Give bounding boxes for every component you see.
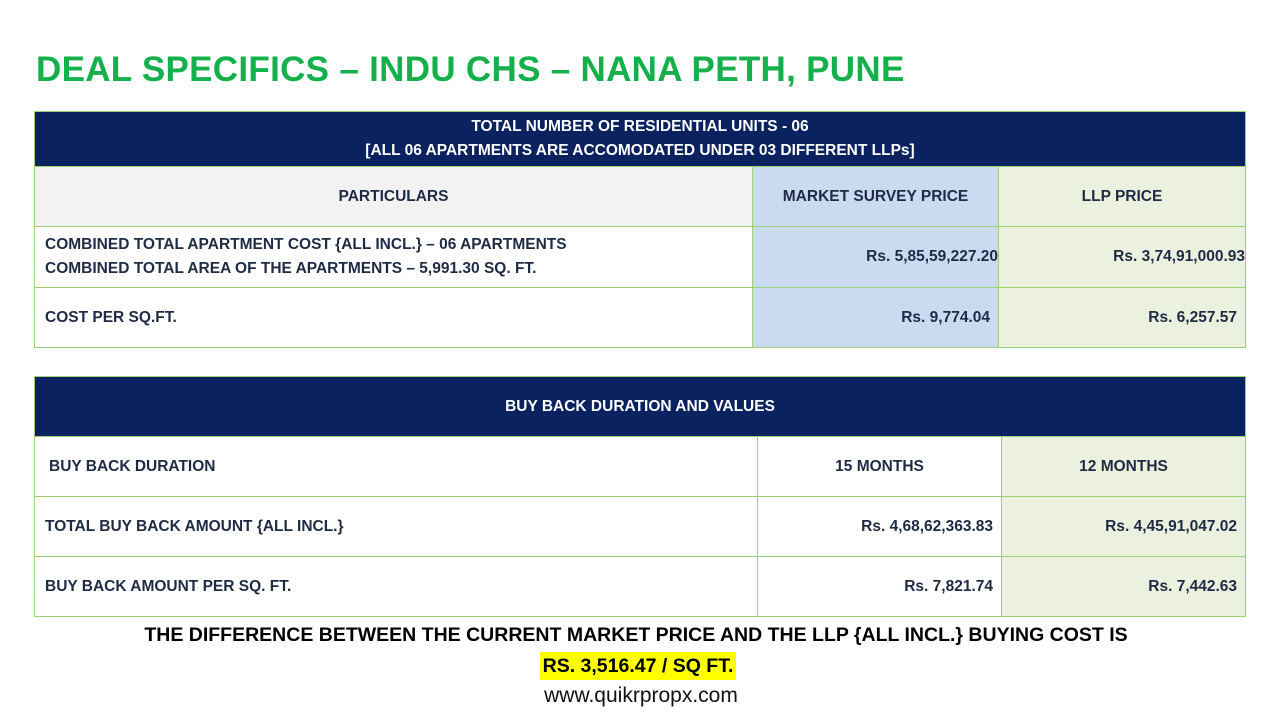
total-buyback-12: Rs. 4,45,91,047.02 <box>1002 497 1246 557</box>
column-header-particulars: PARTICULARS <box>35 167 753 227</box>
page-title: DEAL SPECIFICS – INDU CHS – NANA PETH, PUNE <box>36 50 905 89</box>
cost-per-sqft-llp: Rs. 6,257.57 <box>999 288 1246 348</box>
buyback-per-sqft-15: Rs. 7,821.74 <box>758 557 1002 617</box>
combined-market-price: Rs. 5,85,59,227.20 <box>753 227 999 288</box>
difference-highlight: RS. 3,516.47 / SQ FT. <box>540 652 737 680</box>
difference-highlight-wrap <box>0 652 1276 680</box>
buyback-table <box>34 376 1246 617</box>
buyback-duration-label: BUY BACK DURATION <box>35 437 758 497</box>
column-header-llp-price: LLP PRICE <box>999 167 1246 227</box>
units-header-line2: [ALL 06 APARTMENTS ARE ACCOMODATED UNDER 03 DIFFERENT LLPs] <box>365 142 915 159</box>
buyback-duration-15: 15 MONTHS <box>758 437 1002 497</box>
column-header-market-survey-price: MARKET SURVEY PRICE <box>753 167 999 227</box>
deal-specifics-table <box>34 111 1246 348</box>
buyback-duration-12: 12 MONTHS <box>1002 437 1246 497</box>
combined-total-area-label: COMBINED TOTAL AREA OF THE APARTMENTS – 5,991.30 SQ. FT. <box>45 260 537 277</box>
cost-per-sqft-label: COST PER SQ.FT. <box>35 288 753 348</box>
total-buyback-15: Rs. 4,68,62,363.83 <box>758 497 1002 557</box>
combined-llp-price: Rs. 3,74,91,000.93 <box>999 227 1246 288</box>
buyback-header: BUY BACK DURATION AND VALUES <box>35 377 1246 437</box>
combined-total-cost-label: COMBINED TOTAL APARTMENT COST {ALL INCL.} – 06 APARTMENTS <box>45 236 567 253</box>
buyback-per-sqft-label: BUY BACK AMOUNT PER SQ. FT. <box>35 557 758 617</box>
cost-per-sqft-market: Rs. 9,774.04 <box>753 288 999 348</box>
combined-total-label <box>35 227 753 288</box>
units-header <box>35 112 1246 167</box>
units-header-line1: TOTAL NUMBER OF RESIDENTIAL UNITS - 06 <box>471 118 809 135</box>
buyback-per-sqft-12: Rs. 7,442.63 <box>1002 557 1246 617</box>
total-buyback-label: TOTAL BUY BACK AMOUNT {ALL INCL.} <box>35 497 758 557</box>
difference-summary: THE DIFFERENCE BETWEEN THE CURRENT MARKET PRICE AND THE LLP {ALL INCL.} BUYING COST IS <box>144 624 1128 646</box>
website-link[interactable]: www.quikrpropx.com <box>544 684 738 707</box>
